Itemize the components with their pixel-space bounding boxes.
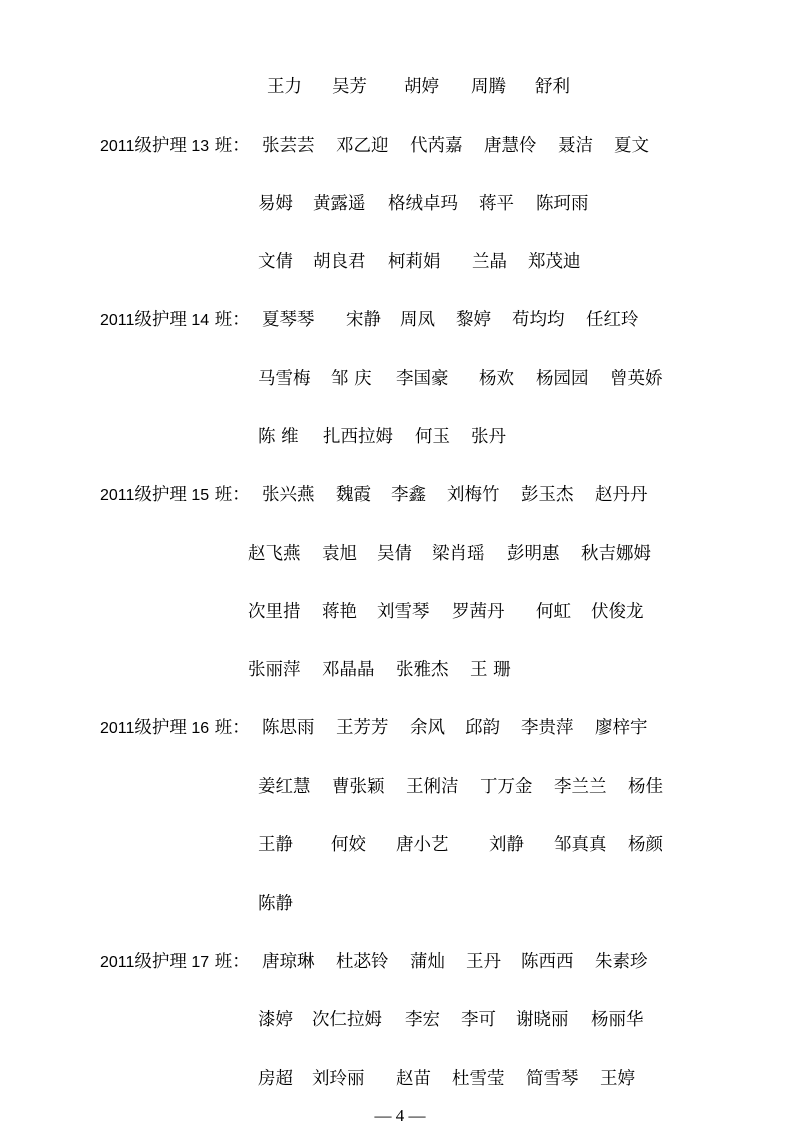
class-name-row xyxy=(0,772,800,802)
class-suffix: 班： xyxy=(209,485,250,505)
student-name: 夏琴琴 xyxy=(262,310,315,330)
student-name: 何虹 xyxy=(536,602,571,622)
class-header-row xyxy=(0,480,800,510)
student-name: 兰晶 xyxy=(472,252,507,272)
student-name: 张兴燕 xyxy=(262,485,315,505)
class-suffix: 班： xyxy=(209,952,250,972)
student-name: 袁旭 xyxy=(322,544,357,564)
student-name: 彭玉杰 xyxy=(521,485,574,505)
class-name-row xyxy=(0,364,800,394)
student-name: 张雅杰 xyxy=(396,660,449,680)
student-name: 马雪梅 xyxy=(258,369,311,389)
student-name: 赵飞燕 xyxy=(248,544,301,564)
student-name: 曾英娇 xyxy=(610,369,663,389)
student-name: 刘玲丽 xyxy=(312,1069,365,1089)
class-year: 2011 xyxy=(100,487,135,504)
student-name: 罗茜丹 xyxy=(452,602,505,622)
student-name: 邓晶晶 xyxy=(322,660,375,680)
student-name: 陈思雨 xyxy=(262,718,315,738)
student-name: 张丽萍 xyxy=(248,660,301,680)
student-name: 漆婷 xyxy=(258,1010,293,1030)
student-name: 吴芳 xyxy=(332,77,367,97)
student-name: 余风 xyxy=(410,718,445,738)
student-name: 唐琼琳 xyxy=(262,952,315,972)
student-name: 魏霞 xyxy=(336,485,371,505)
student-name: 胡婷 xyxy=(404,77,439,97)
student-name: 聂洁 xyxy=(558,136,593,156)
student-name: 房超 xyxy=(258,1069,293,1089)
student-name: 蒋艳 xyxy=(322,602,357,622)
class-program: 级护理 xyxy=(134,136,187,156)
student-name: 扎西拉姆 xyxy=(323,427,393,447)
student-name: 陈珂雨 xyxy=(536,194,589,214)
class-name-row xyxy=(0,655,800,685)
student-name: 易姆 xyxy=(258,194,293,214)
student-name: 秋吉娜姆 xyxy=(581,544,651,564)
student-name: 彭明惠 xyxy=(507,544,560,564)
student-name: 李国豪 xyxy=(396,369,449,389)
student-name: 邱韵 xyxy=(465,718,500,738)
page-number: — 4 — xyxy=(374,1106,426,1125)
student-name: 夏文 xyxy=(614,136,649,156)
student-name: 李鑫 xyxy=(391,485,426,505)
class-label xyxy=(100,713,250,744)
class-header-row xyxy=(0,131,800,161)
student-name: 邹 庆 xyxy=(331,369,372,389)
student-name: 文倩 xyxy=(258,252,293,272)
class-header-row xyxy=(0,947,800,977)
class-program: 级护理 xyxy=(134,952,187,972)
student-name: 王俐洁 xyxy=(406,777,459,797)
student-name: 邓乙迎 xyxy=(336,136,389,156)
class-name-row xyxy=(0,1005,800,1035)
student-name: 张芸芸 xyxy=(262,136,315,156)
student-name: 柯莉娟 xyxy=(388,252,441,272)
class-name-row xyxy=(0,830,800,860)
student-name: 李兰兰 xyxy=(554,777,607,797)
student-name: 陈 维 xyxy=(258,427,299,447)
class-number: 16 xyxy=(186,720,210,737)
student-name: 王婷 xyxy=(600,1069,635,1089)
student-name: 唐小艺 xyxy=(396,835,449,855)
student-name: 赵丹丹 xyxy=(595,485,648,505)
class-name-row xyxy=(0,247,800,277)
class-name-row xyxy=(0,189,800,219)
class-label xyxy=(100,947,250,978)
student-name: 王静 xyxy=(258,835,293,855)
student-name: 何玉 xyxy=(415,427,450,447)
student-name: 姜红慧 xyxy=(258,777,311,797)
student-name: 杜雪莹 xyxy=(452,1069,505,1089)
student-name: 王芳芳 xyxy=(336,718,389,738)
student-name: 廖梓宇 xyxy=(595,718,648,738)
class-number: 17 xyxy=(186,954,210,971)
student-name: 谢晓丽 xyxy=(516,1010,569,1030)
student-name: 任红玲 xyxy=(586,310,639,330)
class-name-row xyxy=(0,1064,800,1094)
class-suffix: 班： xyxy=(209,718,250,738)
class-name-row xyxy=(0,539,800,569)
student-name: 杨丽华 xyxy=(591,1010,644,1030)
class-program: 级护理 xyxy=(134,485,187,505)
student-name: 伏俊龙 xyxy=(591,602,644,622)
class-program: 级护理 xyxy=(134,718,187,738)
student-name: 黎婷 xyxy=(456,310,491,330)
student-name: 张丹 xyxy=(471,427,506,447)
student-name: 丁万金 xyxy=(480,777,533,797)
class-suffix: 班： xyxy=(209,310,250,330)
class-name-row xyxy=(0,889,800,919)
student-name: 杨欢 xyxy=(479,369,514,389)
student-name: 郑茂迪 xyxy=(528,252,581,272)
student-name: 蒲灿 xyxy=(410,952,445,972)
student-name: 李可 xyxy=(461,1010,496,1030)
student-name: 唐慧伶 xyxy=(484,136,537,156)
student-name: 代芮嘉 xyxy=(410,136,463,156)
class-name-row xyxy=(0,597,800,627)
class-program: 级护理 xyxy=(134,310,187,330)
student-name: 吴倩 xyxy=(377,544,412,564)
student-name: 宋静 xyxy=(346,310,381,330)
class-suffix: 班： xyxy=(209,136,250,156)
student-name: 邹真真 xyxy=(554,835,607,855)
student-name: 苟均均 xyxy=(512,310,565,330)
student-name: 刘梅竹 xyxy=(447,485,500,505)
student-name: 梁肖瑶 xyxy=(432,544,485,564)
student-name: 格绒卓玛 xyxy=(388,194,458,214)
class-label xyxy=(100,305,250,336)
student-name: 杨园园 xyxy=(536,369,589,389)
class-number: 14 xyxy=(186,312,210,329)
student-name: 胡良君 xyxy=(313,252,366,272)
student-name: 王力 xyxy=(267,77,302,97)
student-name: 赵苗 xyxy=(396,1069,431,1089)
class-year: 2011 xyxy=(100,138,135,155)
student-name: 杜苾铃 xyxy=(336,952,389,972)
student-name: 何姣 xyxy=(331,835,366,855)
student-name: 李宏 xyxy=(405,1010,440,1030)
student-name: 简雪琴 xyxy=(526,1069,579,1089)
class-label xyxy=(100,480,250,511)
student-name: 刘静 xyxy=(489,835,524,855)
class-header-row xyxy=(0,713,800,743)
class-year: 2011 xyxy=(100,720,135,737)
student-name: 陈西西 xyxy=(521,952,574,972)
student-name: 舒利 xyxy=(535,77,570,97)
class-label xyxy=(100,131,250,162)
student-name: 朱素珍 xyxy=(595,952,648,972)
student-name: 王 珊 xyxy=(470,660,511,680)
class-number: 15 xyxy=(186,487,210,504)
student-name: 杨佳 xyxy=(628,777,663,797)
student-name: 黄露遥 xyxy=(313,194,366,214)
student-name: 次里措 xyxy=(248,602,301,622)
student-name: 周腾 xyxy=(471,77,506,97)
class-number: 13 xyxy=(186,138,210,155)
class-header-row xyxy=(0,305,800,335)
student-name: 刘雪琴 xyxy=(377,602,430,622)
student-name: 次仁拉姆 xyxy=(312,1010,382,1030)
class-year: 2011 xyxy=(100,312,135,329)
class-year: 2011 xyxy=(100,954,135,971)
student-name: 周凤 xyxy=(400,310,435,330)
class-name-row xyxy=(0,422,800,452)
student-name: 杨颜 xyxy=(628,835,663,855)
student-name: 曹张颖 xyxy=(332,777,385,797)
student-name: 蒋平 xyxy=(479,194,514,214)
student-name: 陈静 xyxy=(258,894,293,914)
student-name: 王丹 xyxy=(466,952,501,972)
student-name: 李贵萍 xyxy=(521,718,574,738)
continued-name-row xyxy=(0,72,800,102)
